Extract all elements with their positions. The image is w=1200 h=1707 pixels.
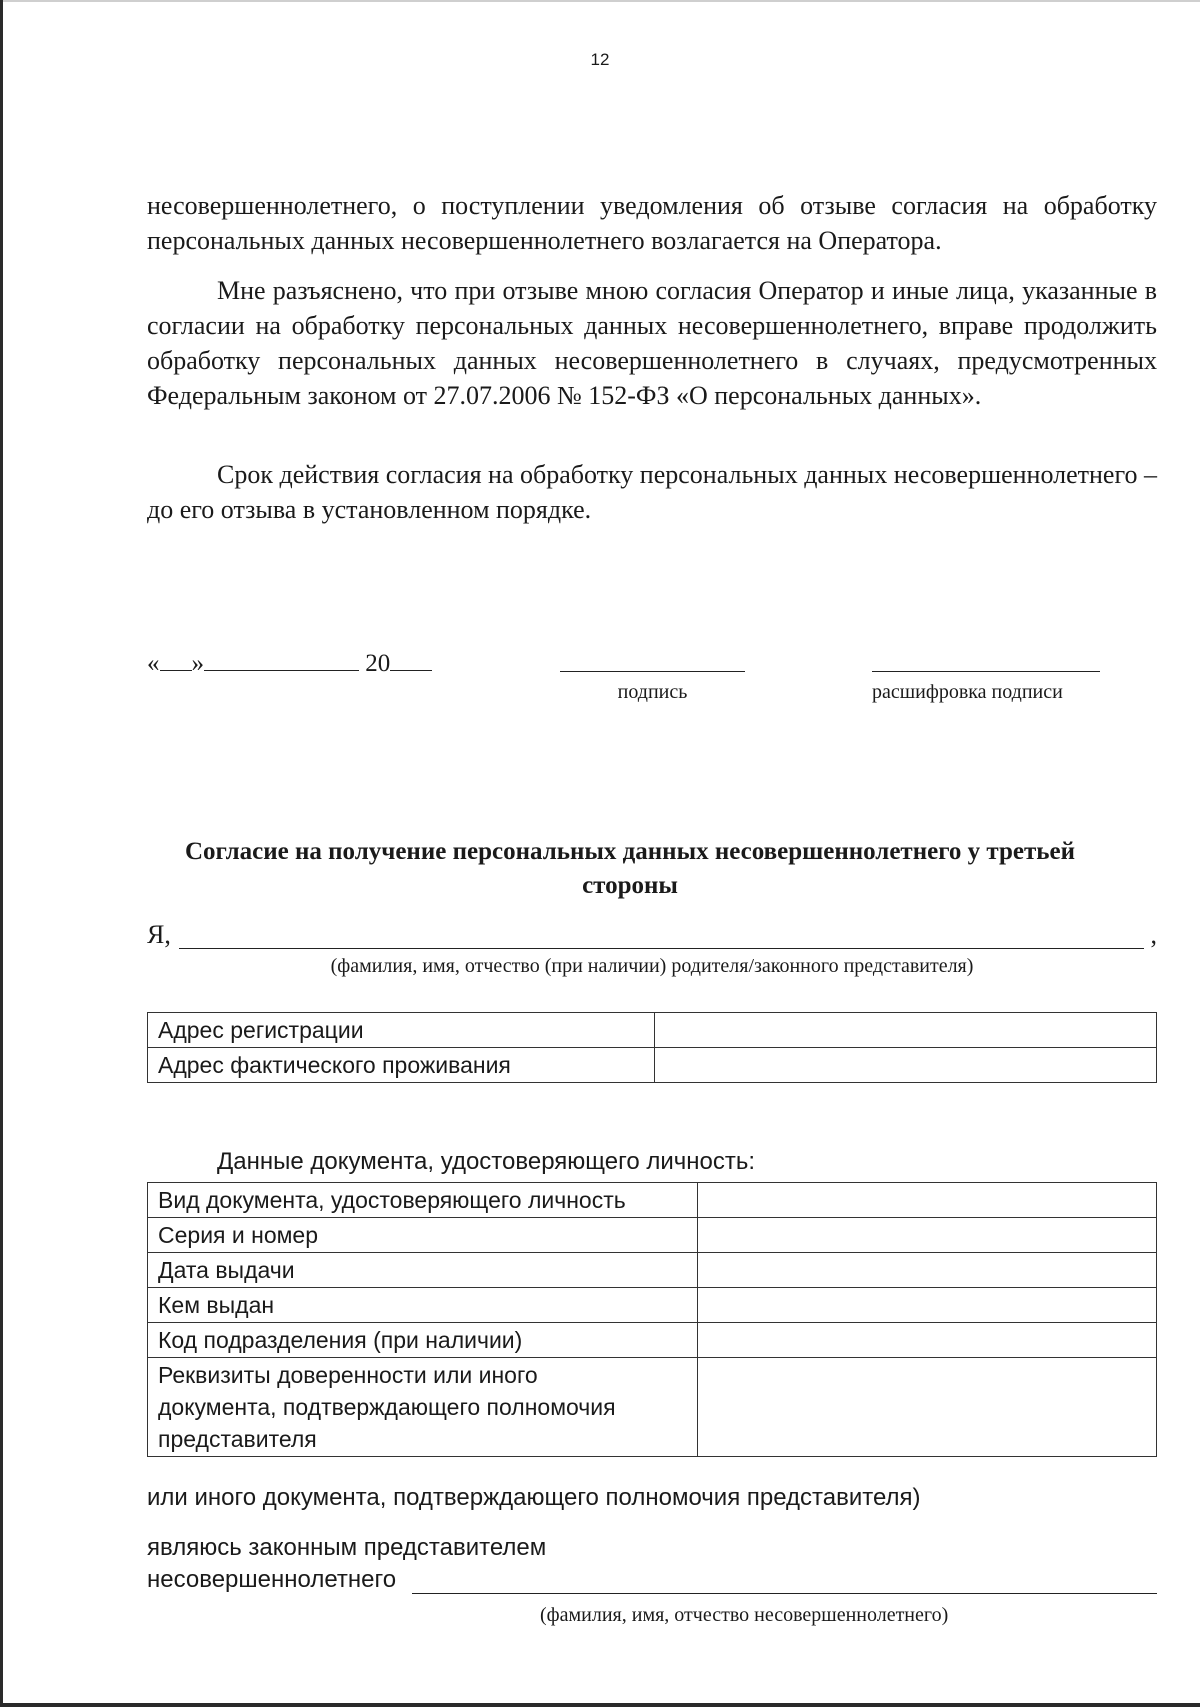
year-blank[interactable] xyxy=(390,648,432,671)
year-prefix: 20 xyxy=(365,650,391,677)
table-row xyxy=(148,1323,1157,1358)
quote-close: » xyxy=(191,650,204,677)
table-row xyxy=(148,1253,1157,1288)
paragraph-validity: Срок действия согласия на обработку персональных данных несовершеннолетнего – до его отзыва в установленном порядке. xyxy=(147,460,1157,524)
scan-edge-bottom xyxy=(0,1703,1200,1707)
table-row xyxy=(148,1358,1157,1457)
day-blank[interactable] xyxy=(160,648,192,671)
minor-name-caption: (фамилия, имя, отчество несовершеннолетнего) xyxy=(540,1604,949,1626)
doc-power-of-attorney-value[interactable] xyxy=(697,1358,1156,1457)
doc-division-code-label: Код подразделения (при наличии) xyxy=(148,1323,698,1358)
identity-document-table xyxy=(147,1182,1157,1457)
scan-edge-left xyxy=(0,0,3,1707)
doc-series-number-label: Серия и номер xyxy=(148,1218,698,1253)
doc-issue-date-label: Дата выдачи xyxy=(148,1253,698,1288)
signature-decoding-line[interactable] xyxy=(872,671,1100,672)
paragraph-continuation: несовершеннолетнего, о поступлении уведомления об отзыве согласия на обработку персональных данных несовершеннолетнего возлагается на Оператора. xyxy=(147,191,1157,255)
applicant-label: Я, xyxy=(147,920,171,949)
doc-type-value[interactable] xyxy=(697,1183,1156,1218)
address-actual-value[interactable] xyxy=(654,1048,1157,1083)
table-row xyxy=(148,1288,1157,1323)
address-table xyxy=(147,1012,1157,1083)
signature-line[interactable] xyxy=(560,671,745,672)
address-registration-label: Адрес регистрации xyxy=(148,1013,655,1048)
month-blank[interactable] xyxy=(204,648,359,671)
page-number: 12 xyxy=(590,50,610,69)
doc-series-number-value[interactable] xyxy=(697,1218,1156,1253)
applicant-caption: (фамилия, имя, отчество (при наличии) родителя/законного представителя) xyxy=(330,955,974,977)
tail-text: или иного документа, подтверждающего полномочия представителя) xyxy=(147,1484,921,1511)
doc-issued-by-value[interactable] xyxy=(697,1288,1156,1323)
doc-division-code-value[interactable] xyxy=(697,1323,1156,1358)
table-row xyxy=(148,1048,1157,1083)
applicant-name-line[interactable] xyxy=(179,948,1144,949)
table-row xyxy=(148,1013,1157,1048)
doc-issued-by-label: Кем выдан xyxy=(148,1288,698,1323)
applicant-comma: , xyxy=(1150,920,1157,949)
doc-issue-date-value[interactable] xyxy=(697,1253,1156,1288)
identity-document-label: Данные документа, удостоверяющего личность: xyxy=(217,1148,756,1175)
paragraph-withdrawal: Мне разъяснено, что при отзыве мною согласия Оператор и иные лица, указанные в согласии на обработку персональных данных несовершеннолетнего, вправе продолжить обработку персональных данных несовершеннолетнего в случаях, предусмотренных Федеральным законом от 27.07.2006 № 152-ФЗ «О персональных данных». xyxy=(147,276,1157,410)
table-row xyxy=(148,1183,1157,1218)
representative-line-2: несовершеннолетнего xyxy=(147,1566,397,1593)
section-title: Согласие на получение персональных данных несовершеннолетнего у третьей стороны xyxy=(184,838,1076,899)
scan-edge-top xyxy=(0,0,1200,2)
address-actual-label: Адрес фактического проживания xyxy=(148,1048,655,1083)
signature-caption: подпись xyxy=(617,681,688,703)
signature-decoding-caption: расшифровка подписи xyxy=(872,681,1063,703)
doc-type-label: Вид документа, удостоверяющего личность xyxy=(148,1183,698,1218)
applicant-row xyxy=(147,920,1157,960)
quote-open: « xyxy=(147,650,160,677)
table-row xyxy=(148,1218,1157,1253)
signature-row xyxy=(0,648,1200,708)
doc-power-of-attorney-label: Реквизиты доверенности или иного документа, подтверждающего полномочия представителя xyxy=(148,1358,698,1457)
representative-line-1: являюсь законным представителем xyxy=(147,1534,547,1561)
address-registration-value[interactable] xyxy=(654,1013,1157,1048)
date-field[interactable] xyxy=(147,648,432,678)
minor-name-line[interactable] xyxy=(412,1593,1157,1594)
